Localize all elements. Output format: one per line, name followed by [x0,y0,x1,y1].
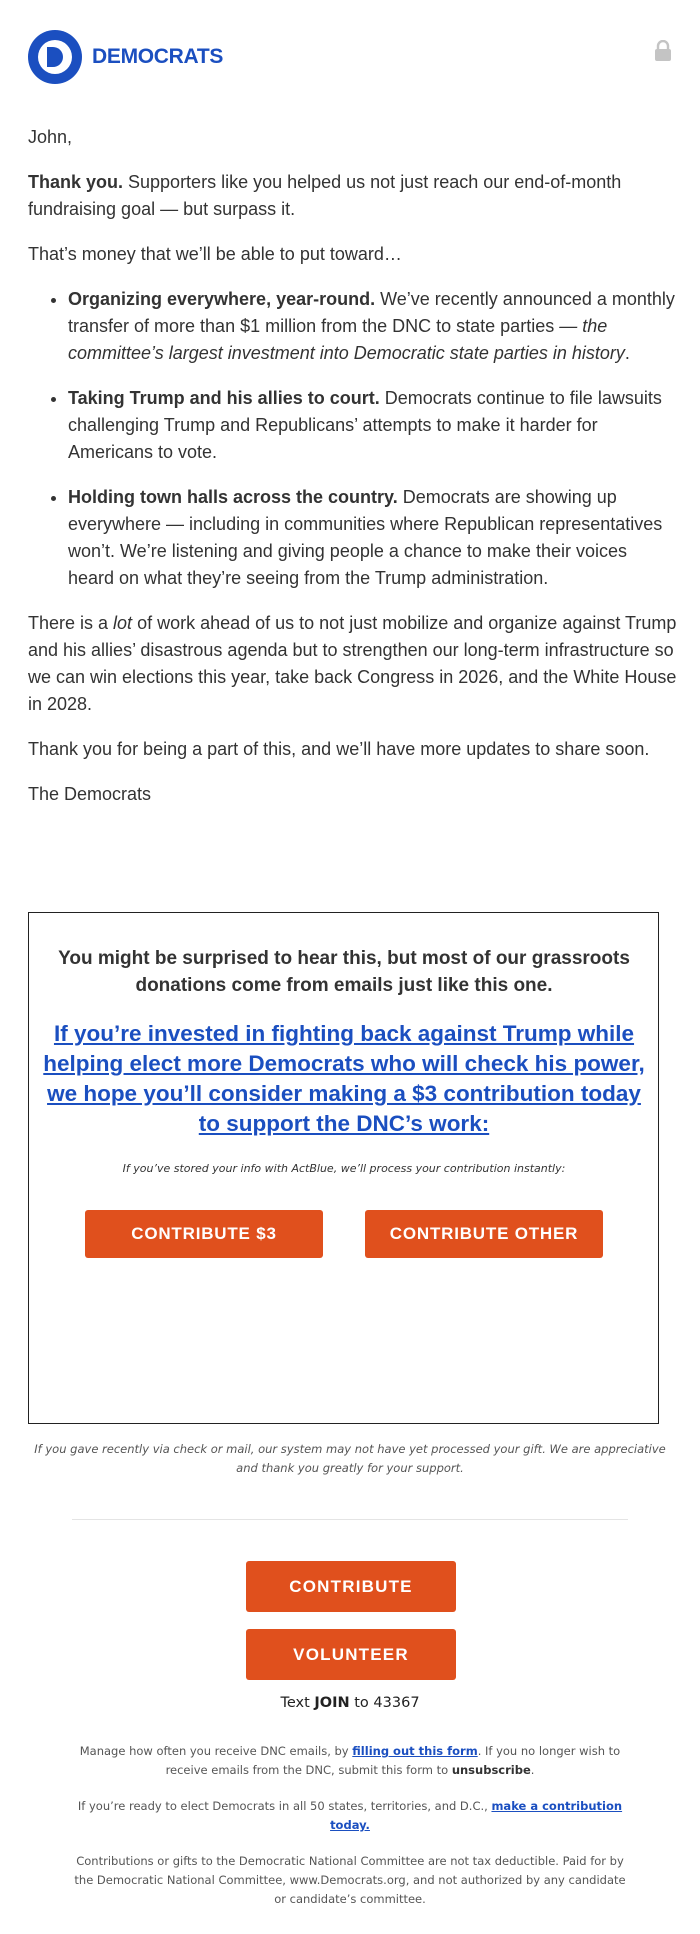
divider [72,1519,628,1520]
lock-icon [654,40,672,67]
text-join-post: to 43367 [349,1695,420,1711]
volunteer-button[interactable]: VOLUNTEER [246,1629,456,1680]
list-item [68,286,678,367]
logo-text: DEMOCRATS [92,45,224,68]
actblue-note: If you’ve stored your info with ActBlue, we’ll process your contribution instantly: [122,1162,566,1175]
bullet-heading: Holding town halls across the country. [68,487,398,507]
contribute-3-button[interactable]: CONTRIBUTE $3 [85,1210,323,1258]
bullet-italic: — the committee’s largest investment into Democratic state parties in history [68,316,625,363]
thank-you-text: Supporters like you helped us not just reach our end-of-month fundraising goal — but surpass it. [28,172,622,219]
footer-disclaimer: Contributions or gifts to the Democratic National Committee are not tax deductible. Paid for by the Democratic National Committee, www.Democrats.org, and not authorized by any candidate or candidate’s committee. [74,1854,626,1906]
list-item [68,484,678,592]
footer-elect [70,1797,630,1835]
democrats-d-logo-icon [28,30,82,84]
work-text-italic: lot [113,613,133,633]
text-join [0,1695,700,1711]
closing-paragraph: Thank you for being a part of this, and we’ll have more updates to share soon. [28,739,650,759]
contribute-other-button[interactable]: CONTRIBUTE OTHER [365,1210,603,1258]
email-header [28,30,672,90]
work-text-pre: There is a [28,613,114,633]
bullet-heading: Organizing everywhere, year-round. [68,289,376,309]
contribute-button[interactable]: CONTRIBUTE [246,1561,456,1612]
check-mail-note: If you gave recently via check or mail, our system may not have yet processed your gift. We are appreciative and thank you greatly for your support. [34,1442,666,1475]
manage-link[interactable]: filling out this form [352,1744,478,1758]
text-join-keyword: JOIN [314,1695,350,1711]
make-contribution-link[interactable]: make a contribution today. [330,1799,623,1832]
thank-you-paragraph [28,169,678,223]
democrats-logo[interactable] [28,30,223,84]
ask-link[interactable]: If you’re invested in fighting back against Trump while helping elect more Democrats who will check his power, we hope you’ll consider making a $3 contribution today to support the DNC’s work: [43,1021,645,1136]
bullet-text: Democrats continue to file lawsuits challenging Trump and Republicans’ attempts to make it harder for Americans to vote. [68,388,662,462]
bullet-heading: Taking Trump and his allies to court. [68,388,380,408]
elect-text: If you’re ready to elect Democrats in all 50 states, territories, and D.C., [77,1799,492,1813]
signature: The Democrats [28,784,152,804]
priorities-list [28,286,678,592]
money-line: That’s money that we’ll be able to put toward… [28,244,402,264]
donation-ask-box [28,912,659,1424]
manage-text-end: . [530,1763,535,1777]
thank-you-bold: Thank you. [28,172,124,192]
unsubscribe-link[interactable]: unsubscribe [451,1763,531,1777]
bullet-text: We’ve recently announced a monthly transfer of more than $1 million from the DNC to state parties [68,289,675,336]
footer-manage [70,1742,630,1780]
manage-text-mid: . If you no longer wish to receive emails from the DNC, submit this form to [165,1744,621,1777]
ask-intro: You might be surprised to hear this, but most of our grassroots donations come from emails just like this one. [58,948,630,996]
letter-body [28,124,678,826]
work-text-post: of work ahead of us to not just mobilize and organize against Trump and his allies’ disastrous agenda but to strengthen our long-term infrastructure so we can win elections this year, take back Congress in 2026, and the White House in 2028. [28,613,677,714]
bullet-text: Democrats are showing up everywhere — including in communities where Republican representatives won’t. We’re listening and giving people a chance to make their voices heard on what they’re seeing from the Trump administration. [68,487,663,588]
text-join-pre: Text [280,1695,315,1711]
work-paragraph [28,610,678,718]
greeting: John, [28,127,73,147]
bullet-end: . [624,343,630,363]
list-item [68,385,678,466]
manage-text: Manage how often you receive DNC emails, by [79,1744,353,1758]
